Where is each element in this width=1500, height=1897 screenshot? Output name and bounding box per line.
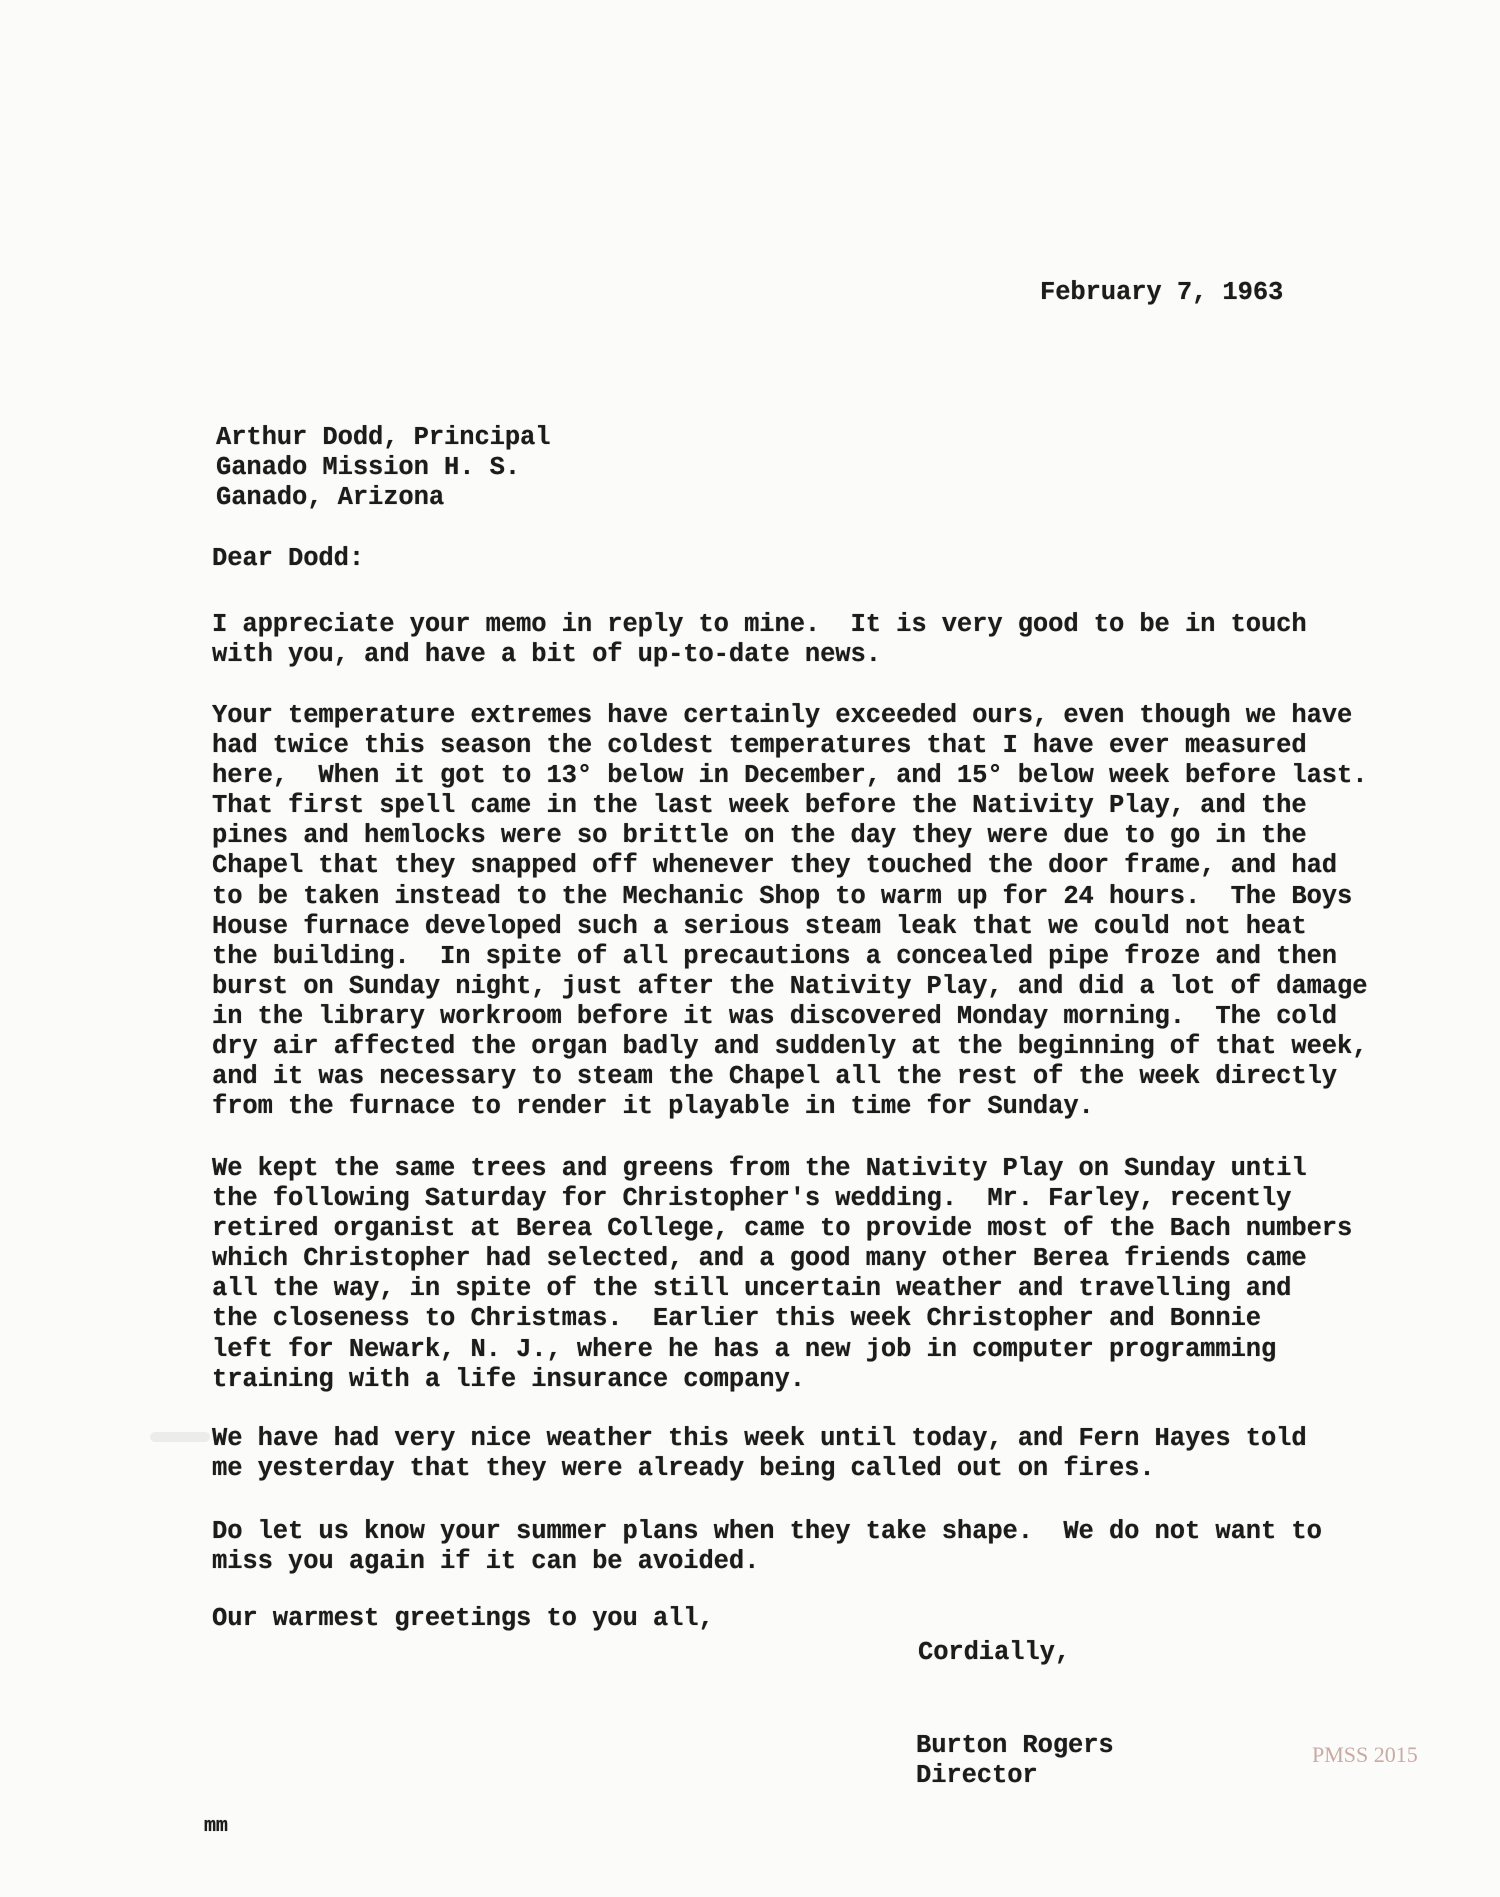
text-line: from the furnace to render it playable in time for Sunday. xyxy=(212,1092,1094,1122)
text-line: Your temperature extremes have certainly exceeded ours, even though we have xyxy=(212,701,1353,730)
text-line: me yesterday that they were already being called out on fires. xyxy=(212,1454,1155,1483)
paragraph-5 xyxy=(212,1517,1322,1577)
closing-greeting: Our warmest greetings to you all, xyxy=(212,1604,714,1633)
text-line: We have had very nice weather this week until today, and Fern Hayes told xyxy=(212,1424,1307,1453)
recipient-line: Ganado Mission H. S. xyxy=(216,453,521,482)
text-line: the following Saturday for Christopher's wedding. Mr. Farley, recently xyxy=(212,1184,1292,1214)
text-line: in the library workroom before it was discovered Monday morning. The cold xyxy=(212,1001,1337,1031)
salutation: Dear Dodd: xyxy=(212,544,365,573)
ink-smudge xyxy=(150,1432,210,1442)
text-line: House furnace developed such a serious steam leak that we could not heat xyxy=(212,911,1307,941)
typist-initials: mm xyxy=(204,1815,228,1838)
text-line: miss you again if it can be avoided. xyxy=(212,1547,760,1576)
text-line: had twice this season the coldest temperatures that I have ever measured xyxy=(212,731,1307,761)
text-line: here, When it got to 13° below in December, and 15° below week before last. xyxy=(212,761,1368,791)
paragraph-4 xyxy=(212,1424,1307,1484)
text-line: Do let us know your summer plans when they take shape. We do not want to xyxy=(212,1517,1322,1546)
text-line: the building. In spite of all precautions a concealed pipe froze and then xyxy=(212,941,1337,971)
text-line: I appreciate your memo in reply to mine. It is very good to be in touch xyxy=(212,610,1307,639)
text-line: pines and hemlocks were so brittle on the day they were due to go in the xyxy=(212,821,1307,851)
complimentary-close: Cordially, xyxy=(918,1638,1071,1667)
text-line: and it was necessary to steam the Chapel all the rest of the week directly xyxy=(212,1062,1337,1092)
text-line: burst on Sunday night, just after the Nativity Play, and did a lot of damage xyxy=(212,971,1368,1001)
text-line: to be taken instead to the Mechanic Shop to warm up for 24 hours. The Boys xyxy=(212,881,1353,911)
text-line: all the way, in spite of the still uncertain weather and travelling and xyxy=(212,1274,1292,1304)
paragraph-3 xyxy=(212,1154,1352,1395)
signer-title: Director xyxy=(916,1761,1038,1790)
recipient-address xyxy=(216,423,550,513)
text-line: left for Newark, N. J., where he has a new job in computer programming xyxy=(212,1334,1277,1364)
text-line: with you, and have a bit of up-to-date news. xyxy=(212,640,881,669)
signer-name: Burton Rogers xyxy=(916,1731,1114,1760)
archive-stamp: PMSS 2015 xyxy=(1312,1742,1418,1767)
paragraph-1 xyxy=(212,610,1307,670)
text-line: retired organist at Berea College, came to provide most of the Bach numbers xyxy=(212,1214,1353,1244)
letter-date: February 7, 1963 xyxy=(1040,278,1284,307)
text-line: the closeness to Christmas. Earlier this week Christopher and Bonnie xyxy=(212,1304,1261,1334)
recipient-line: Arthur Dodd, Principal xyxy=(216,423,551,452)
text-line: training with a life insurance company. xyxy=(212,1364,805,1394)
text-line: which Christopher had selected, and a good many other Berea friends came xyxy=(212,1244,1307,1274)
recipient-line: Ganado, Arizona xyxy=(216,483,445,512)
text-line: We kept the same trees and greens from the Nativity Play on Sunday until xyxy=(212,1154,1307,1183)
text-line: dry air affected the organ badly and suddenly at the beginning of that week, xyxy=(212,1032,1368,1062)
text-line: Chapel that they snapped off whenever they touched the door frame, and had xyxy=(212,851,1337,881)
text-line: That first spell came in the last week before the Nativity Play, and the xyxy=(212,791,1307,821)
paragraph-2 xyxy=(212,701,1367,1122)
signature-block xyxy=(916,1731,1114,1791)
